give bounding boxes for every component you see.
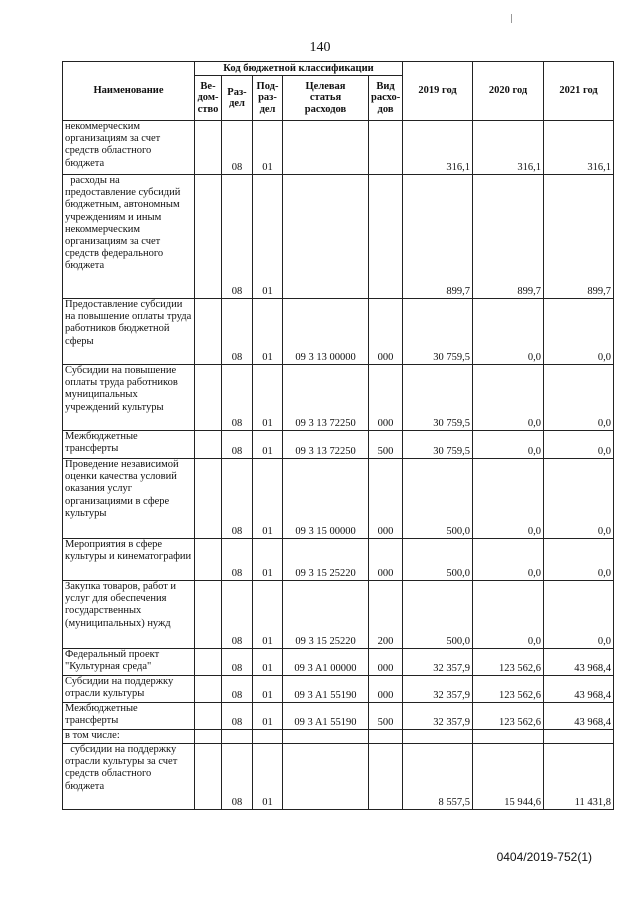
cell-2020: 0,0	[473, 431, 544, 459]
cell-2021: 43 968,4	[544, 703, 614, 730]
cell-target-article: 09 3 15 25220	[283, 539, 369, 581]
cell-target-article: 09 3 15 25220	[283, 581, 369, 649]
cell-2021: 0,0	[544, 431, 614, 459]
cell-name: Закупка товаров, работ и услуг для обеспечения государственных (муниципальных) нужд	[63, 581, 195, 649]
table-row	[63, 730, 614, 744]
cell-razdel: 08	[222, 431, 253, 459]
cell-podrazdel: 01	[253, 431, 283, 459]
cell-expense-type	[369, 730, 403, 744]
cell-2019: 8 557,5	[403, 744, 473, 810]
cell-2020: 15 944,6	[473, 744, 544, 810]
cell-vedomstvo	[195, 431, 222, 459]
cell-name: Мероприятия в сфере культуры и кинематографии	[63, 539, 195, 581]
cell-target-article: 09 3 13 00000	[283, 299, 369, 365]
cell-2019: 32 357,9	[403, 676, 473, 703]
cell-podrazdel: 01	[253, 175, 283, 299]
cell-razdel: 08	[222, 175, 253, 299]
cell-2019: 500,0	[403, 539, 473, 581]
cell-razdel: 08	[222, 299, 253, 365]
cell-target-article: 09 3 A1 55190	[283, 703, 369, 730]
cell-2021: 0,0	[544, 581, 614, 649]
cell-vedomstvo	[195, 649, 222, 676]
cell-razdel	[222, 730, 253, 744]
cell-vedomstvo	[195, 581, 222, 649]
cell-podrazdel: 01	[253, 744, 283, 810]
document-number: 0404/2019-752(1)	[496, 850, 592, 864]
cell-2020: 0,0	[473, 539, 544, 581]
cell-2019	[403, 730, 473, 744]
cell-expense-type: 500	[369, 703, 403, 730]
cell-podrazdel: 01	[253, 703, 283, 730]
cell-vedomstvo	[195, 730, 222, 744]
cell-target-article: 09 3 13 72250	[283, 431, 369, 459]
table-row	[63, 703, 614, 730]
cell-vedomstvo	[195, 703, 222, 730]
cell-name: некоммерческим организациям за счет средств областного бюджета	[63, 121, 195, 175]
cell-expense-type	[369, 744, 403, 810]
cell-razdel: 08	[222, 365, 253, 431]
cell-podrazdel: 01	[253, 365, 283, 431]
header-expense-type: Вид расхо- дов	[369, 76, 403, 121]
table-row	[63, 676, 614, 703]
cell-target-article	[283, 730, 369, 744]
cell-2020: 0,0	[473, 581, 544, 649]
cell-vedomstvo	[195, 365, 222, 431]
table-body	[63, 121, 614, 810]
cell-expense-type: 000	[369, 299, 403, 365]
cell-expense-type: 000	[369, 539, 403, 581]
cell-expense-type: 200	[369, 581, 403, 649]
cell-2021: 316,1	[544, 121, 614, 175]
cell-podrazdel: 01	[253, 121, 283, 175]
cell-name: Предоставление субсидии на повышение оплаты труда работников бюджетной сферы	[63, 299, 195, 365]
cell-2019: 30 759,5	[403, 431, 473, 459]
cell-2020: 0,0	[473, 365, 544, 431]
cell-razdel: 08	[222, 676, 253, 703]
table-row	[63, 365, 614, 431]
cell-name: Субсидии на повышение оплаты труда работников муниципальных учреждений культуры	[63, 365, 195, 431]
header-2019: 2019 год	[403, 62, 473, 121]
cell-razdel: 08	[222, 539, 253, 581]
cell-2019: 30 759,5	[403, 299, 473, 365]
cell-name: Субсидии на поддержку отрасли культуры	[63, 676, 195, 703]
cell-2021: 43 968,4	[544, 649, 614, 676]
cell-expense-type: 000	[369, 649, 403, 676]
cell-name: Межбюджетные трансферты	[63, 431, 195, 459]
cell-2020: 0,0	[473, 459, 544, 539]
cell-podrazdel: 01	[253, 649, 283, 676]
cell-2021: 899,7	[544, 175, 614, 299]
cell-name: в том числе:	[63, 730, 195, 744]
cell-2020: 123 562,6	[473, 703, 544, 730]
cell-target-article: 09 3 A1 00000	[283, 649, 369, 676]
header-target-article: Целевая статья расходов	[283, 76, 369, 121]
cell-vedomstvo	[195, 175, 222, 299]
cell-name: Межбюджетные трансферты	[63, 703, 195, 730]
cell-2021: 0,0	[544, 459, 614, 539]
cell-2019: 500,0	[403, 459, 473, 539]
cell-2019: 30 759,5	[403, 365, 473, 431]
cell-2020: 0,0	[473, 299, 544, 365]
cell-name: субсидии на поддержку отрасли культуры за счет средств областного бюджета	[63, 744, 195, 810]
cell-vedomstvo	[195, 676, 222, 703]
header-code-group: Код бюджетной классификации	[195, 62, 403, 76]
cell-target-article	[283, 744, 369, 810]
cell-razdel: 08	[222, 649, 253, 676]
cell-expense-type	[369, 121, 403, 175]
cell-2020: 123 562,6	[473, 676, 544, 703]
cell-target-article: 09 3 A1 55190	[283, 676, 369, 703]
table-row	[63, 431, 614, 459]
table-row	[63, 649, 614, 676]
cell-2021: 0,0	[544, 539, 614, 581]
cell-vedomstvo	[195, 299, 222, 365]
table-row	[63, 175, 614, 299]
header-2020: 2020 год	[473, 62, 544, 121]
cell-name: Федеральный проект "Культурная среда"	[63, 649, 195, 676]
table-row	[63, 744, 614, 810]
cell-expense-type: 500	[369, 431, 403, 459]
cell-razdel: 08	[222, 744, 253, 810]
cell-vedomstvo	[195, 744, 222, 810]
cell-expense-type: 000	[369, 459, 403, 539]
cell-2021: 43 968,4	[544, 676, 614, 703]
table-row	[63, 459, 614, 539]
cell-razdel: 08	[222, 581, 253, 649]
cell-razdel: 08	[222, 703, 253, 730]
cell-2021: 0,0	[544, 365, 614, 431]
header-podrazdel: Под- раз- дел	[253, 76, 283, 121]
cell-2020: 899,7	[473, 175, 544, 299]
cell-2019: 316,1	[403, 121, 473, 175]
cell-2019: 500,0	[403, 581, 473, 649]
cell-2021: 11 431,8	[544, 744, 614, 810]
table-row	[63, 581, 614, 649]
cell-target-article	[283, 175, 369, 299]
cell-target-article	[283, 121, 369, 175]
cell-2020: 316,1	[473, 121, 544, 175]
cell-podrazdel	[253, 730, 283, 744]
cell-name: расходы на предоставление субсидий бюджетным, автономным учреждениям и иным некоммерческим организациям за счет средств федерального бюджета	[63, 175, 195, 299]
cell-vedomstvo	[195, 539, 222, 581]
cell-vedomstvo	[195, 459, 222, 539]
cell-2021	[544, 730, 614, 744]
cell-razdel: 08	[222, 121, 253, 175]
budget-table	[62, 61, 614, 810]
cell-expense-type	[369, 175, 403, 299]
table-row	[63, 299, 614, 365]
cell-expense-type: 000	[369, 365, 403, 431]
cell-expense-type: 000	[369, 676, 403, 703]
header-2021: 2021 год	[544, 62, 614, 121]
cell-target-article: 09 3 15 00000	[283, 459, 369, 539]
cell-2020: 123 562,6	[473, 649, 544, 676]
cell-podrazdel: 01	[253, 539, 283, 581]
cell-podrazdel: 01	[253, 581, 283, 649]
cell-name: Проведение независимой оценки качества условий оказания услуг организациями в сфере культуры	[63, 459, 195, 539]
scan-mark	[511, 14, 512, 23]
cell-2019: 32 357,9	[403, 703, 473, 730]
cell-2019: 32 357,9	[403, 649, 473, 676]
cell-podrazdel: 01	[253, 299, 283, 365]
cell-vedomstvo	[195, 121, 222, 175]
table-row	[63, 121, 614, 175]
cell-2021: 0,0	[544, 299, 614, 365]
table-row	[63, 539, 614, 581]
cell-podrazdel: 01	[253, 459, 283, 539]
header-vedomstvo: Ве- дом- ство	[195, 76, 222, 121]
cell-target-article: 09 3 13 72250	[283, 365, 369, 431]
cell-2019: 899,7	[403, 175, 473, 299]
header-name: Наименование	[63, 62, 195, 121]
cell-podrazdel: 01	[253, 676, 283, 703]
cell-2020	[473, 730, 544, 744]
cell-razdel: 08	[222, 459, 253, 539]
header-razdel: Раз- дел	[222, 76, 253, 121]
page-number: 140	[309, 40, 331, 55]
